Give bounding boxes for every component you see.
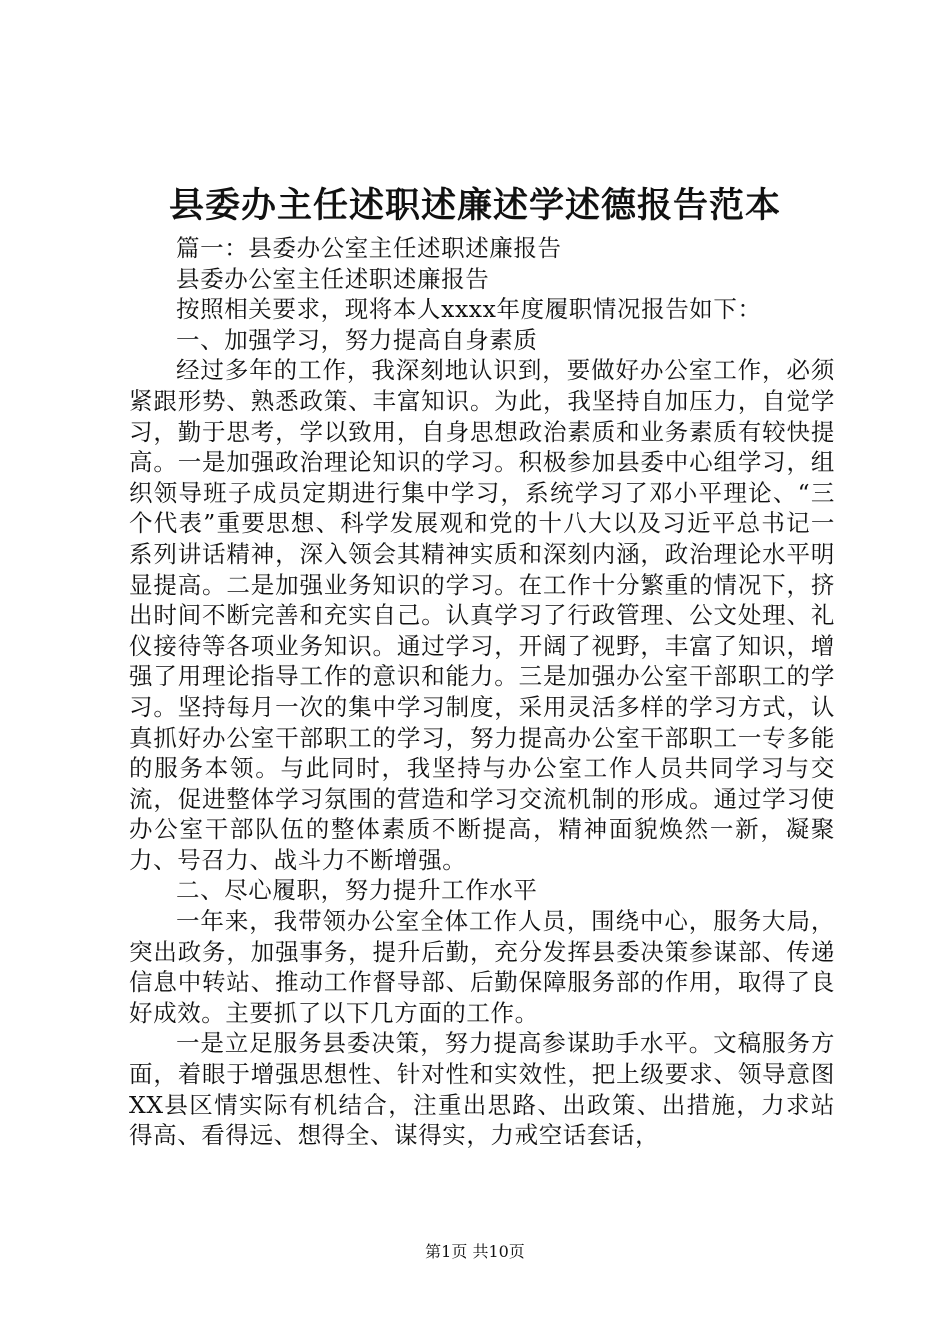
- document-body: [129, 233, 835, 1151]
- document-title: 县委办主任述职述廉述学述德报告范本: [168, 185, 781, 226]
- page-number-footer: 第1页 共10页: [425, 1242, 525, 1261]
- body-paragraph: 一是立足服务县委决策，努力提高参谋助手水平。文稿服务方面，着眼于增强思想性、针对性和实效性，把上级要求、领导意图XX县区情实际有机结合，注重出思路、出政策、出措施，力求站得高、看得远、想得全、谋得实，力戒空话套话，: [129, 1029, 835, 1150]
- section-heading: 篇一：县委办公室主任述职述廉报告: [176, 234, 562, 262]
- report-subtitle: 县委办公室主任述职述廉报告: [176, 264, 490, 293]
- body-paragraph: 经过多年的工作，我深刻地认识到，要做好办公室工作，必须紧跟形势、熟悉政策、丰富知识。为此，我坚持自加压力，自觉学习，勤于思考，学以致用，自身思想政治素质和业务素质有较快提高。一是加强政治理论知识的学习。积极参加县委中心组学习，组织领导班子成员定期进行集中学习，系统学习了邓小平理论、“三个代表”重要思想、科学发展观和党的十八大以及习近平总书记一系列讲话精神，深入领会其精神实质和深刻内涵，政治理论水平明显提高。二是加强业务知识的学习。在工作十分繁重的情况下，挤出时间不断完善和充实自己。认真学习了行政管理、公文处理、礼仪接待等各项业务知识。通过学习，开阔了视野，丰富了知识，增强了用理论指导工作的意识和能力。三是加强办公室干部职工的学习。坚持每月一次的集中学习制度，采用灵活多样的学习方式，认真抓好办公室干部职工的学习，努力提高办公室干部职工一专多能的服务本领。与此同时，我坚持与办公室工作人员共同学习与交流，促进整体学习氛围的营造和学习交流机制的形成。通过学习使办公室干部队伍的整体素质不断提高，精神面貌焕然一新，凝聚力、号召力、战斗力不断增强。: [129, 356, 835, 874]
- section-heading-2: 二、尽心履职，努力提升工作水平: [176, 876, 538, 905]
- intro-paragraph: 按照相关要求，现将本人xxxx年度履职情况报告如下：: [176, 295, 762, 324]
- body-paragraph: 一年来，我带领办公室全体工作人员，围绕中心，服务大局，突出政务，加强事务，提升后勤，充分发挥县委决策参谋部、传递信息中转站、推动工作督导部、后勤保障服务部的作用，取得了良好成效。主要抓了以下几方面的工作。: [129, 907, 835, 1027]
- section-heading-1: 一、加强学习，努力提高自身素质: [176, 325, 538, 354]
